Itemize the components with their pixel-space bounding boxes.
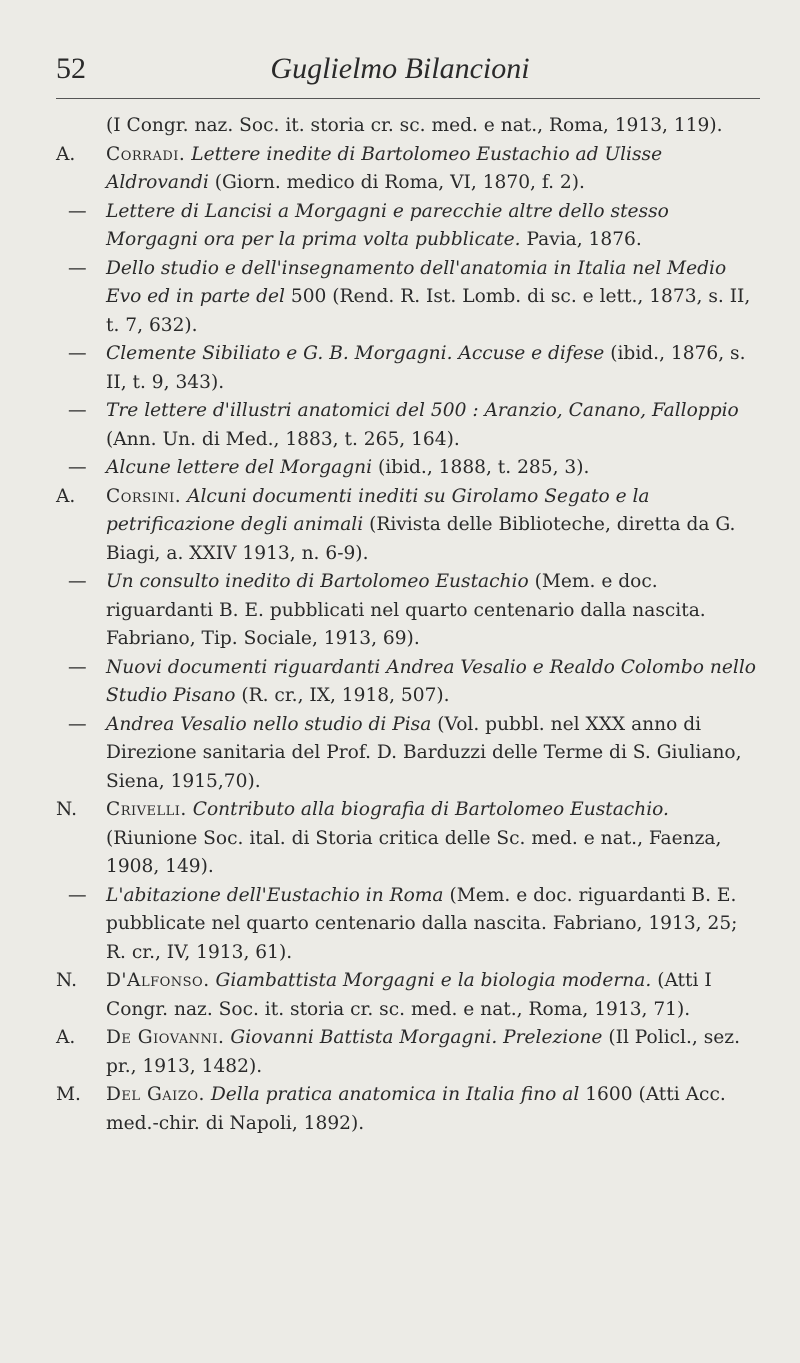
entry-lead: N. (56, 970, 77, 991)
bib-entry (56, 568, 762, 654)
entry-rest: (Riunione Soc. ital. di Storia critica delle Sc. med. e nat., Faenza, 1908, 149). (106, 827, 722, 877)
entry-rest: (Mem. e doc. riguardanti B. E. pubblicati nel quarto centenario dalla nascita. Fabriano, Tip. Sociale, 1913, 69). (106, 571, 706, 649)
entry-rest: (ibid., 1888, t. 285, 3). (377, 457, 590, 478)
entry-rest: (Ann. Un. di Med., 1883, t. 265, 164). (106, 428, 460, 450)
entry-title: Lettere inedite di Bartolomeo Eustachio ad Ulisse Aldrovandi (106, 143, 663, 193)
entry-rest: (Atti I Congr. naz. Soc. it. storia cr. sc. med. e nat., Roma, 1913, 71). (106, 970, 712, 1020)
entry-lead: — (68, 200, 87, 222)
entry-rest: (I Congr. naz. Soc. it. storia cr. sc. med. e nat., Roma, 1913, 119). (106, 115, 723, 136)
entry-rest: (Giorn. medico di Roma, VI, 1870, f. 2). (214, 172, 585, 193)
entry-title: Tre lettere d'illustri anatomici del 500 : Aranzio, Canano, Falloppio (106, 400, 739, 421)
page-number: 52 (56, 52, 86, 85)
entry-lead: — (68, 343, 87, 364)
entry-lead: — (68, 257, 87, 279)
header-rule (56, 98, 760, 99)
entry-rest: 500 (Rend. R. Ist. Lomb. di sc. e lett., 1873, s. II, t. 7, 632). (106, 286, 751, 336)
entry-rest: Pavia, 1876. (526, 229, 642, 250)
entry-rest: (ibid., 1876, s. II, t. 9, 343). (106, 343, 746, 393)
entry-title: Contributo alla biografia di Bartolomeo Eustachio. (192, 799, 669, 820)
entry-title: Andrea Vesalio nello studio di Pisa (106, 713, 432, 735)
bib-entry (56, 796, 762, 882)
entry-lead: — (68, 713, 87, 735)
entry-title: L'abitazione dell'Eustachio in Roma (106, 884, 444, 906)
bib-entry (56, 654, 762, 711)
bib-entry (56, 967, 762, 1024)
entry-author: Crivelli. (106, 799, 187, 820)
entry-lead: A. (56, 1027, 76, 1048)
bib-entry (56, 255, 762, 341)
entry-rest: 1600 (Atti Acc. med.-chir. di Napoli, 1892). (106, 1084, 726, 1134)
entry-title: Un consulto inedito di Bartolomeo Eustachio (106, 571, 529, 592)
entry-author: Corradi. (106, 143, 186, 165)
running-head: Guglielmo Bilancioni (270, 52, 530, 85)
entry-lead: A. (56, 143, 76, 165)
entry-title: Della pratica anatomica in Italia fino al (210, 1084, 580, 1105)
entry-lead: — (68, 457, 87, 478)
entry-rest: (Rivista delle Biblioteche, diretta da G. Biagi, a. XXIV 1913, n. 6-9). (106, 514, 736, 564)
entry-title: Clemente Sibiliato e G. B. Morgagni. Accuse e difese (106, 343, 605, 364)
entry-author: Del Gaizo. (106, 1084, 205, 1105)
entry-rest: (Vol. pubbl. nel XXX anno di Direzione sanitaria del Prof. D. Barduzzi delle Terme di S. Giuliano, Siena, 1915,70). (106, 713, 742, 792)
entry-author: D'Alfonso. (106, 970, 210, 991)
bib-entry (56, 1081, 762, 1138)
entry-rest: (R. cr., IX, 1918, 507). (241, 685, 450, 706)
bib-entry (56, 711, 762, 797)
entry-lead: — (68, 400, 87, 421)
entry-title: Giambattista Morgagni e la biologia moderna. (215, 970, 652, 991)
bibliography (56, 112, 762, 1138)
bib-entry (56, 1024, 762, 1081)
entry-title: Nuovi documenti riguardanti Andrea Vesalio e Realdo Colombo nello Studio Pisano (106, 656, 756, 706)
entry-lead: — (68, 571, 87, 592)
entry-title: Alcune lettere del Morgagni (106, 457, 373, 478)
bib-entry (56, 454, 762, 483)
bib-entry (56, 882, 762, 968)
entry-author: De Giovanni. (106, 1027, 225, 1048)
entry-author: Corsini. (106, 485, 182, 507)
bib-entry (56, 141, 762, 198)
bib-entry (56, 340, 762, 397)
bib-entry (56, 198, 762, 255)
entry-title: Giovanni Battista Morgagni. Prelezione (230, 1027, 603, 1048)
bib-entry (56, 483, 762, 569)
entry-rest: (Mem. e doc. riguardanti B. E. pubblicate nel quarto centenario dalla nascita. Fabriano, 1913, 25; R. cr., IV, 1913, 61). (106, 884, 738, 963)
entry-title: Dello studio e dell'insegnamento dell'anatomia in Italia nel Medio Evo ed in parte del (106, 257, 727, 307)
entry-title: Lettere di Lancisi a Morgagni e parecchie altre dello stesso Morgagni ora per la prima volta pubblicate. (106, 200, 669, 250)
entry-lead: A. (56, 485, 76, 507)
entry-lead: N. (56, 799, 77, 820)
bib-entry (56, 397, 762, 454)
entry-lead: M. (56, 1084, 81, 1105)
bib-entry (56, 112, 762, 141)
entry-lead: — (68, 884, 87, 906)
entry-title: Alcuni documenti inediti su Girolamo Segato e la petrificazione degli animali (106, 485, 650, 535)
entry-rest: (Il Policl., sez. pr., 1913, 1482). (106, 1027, 740, 1077)
entry-lead: — (68, 656, 87, 678)
